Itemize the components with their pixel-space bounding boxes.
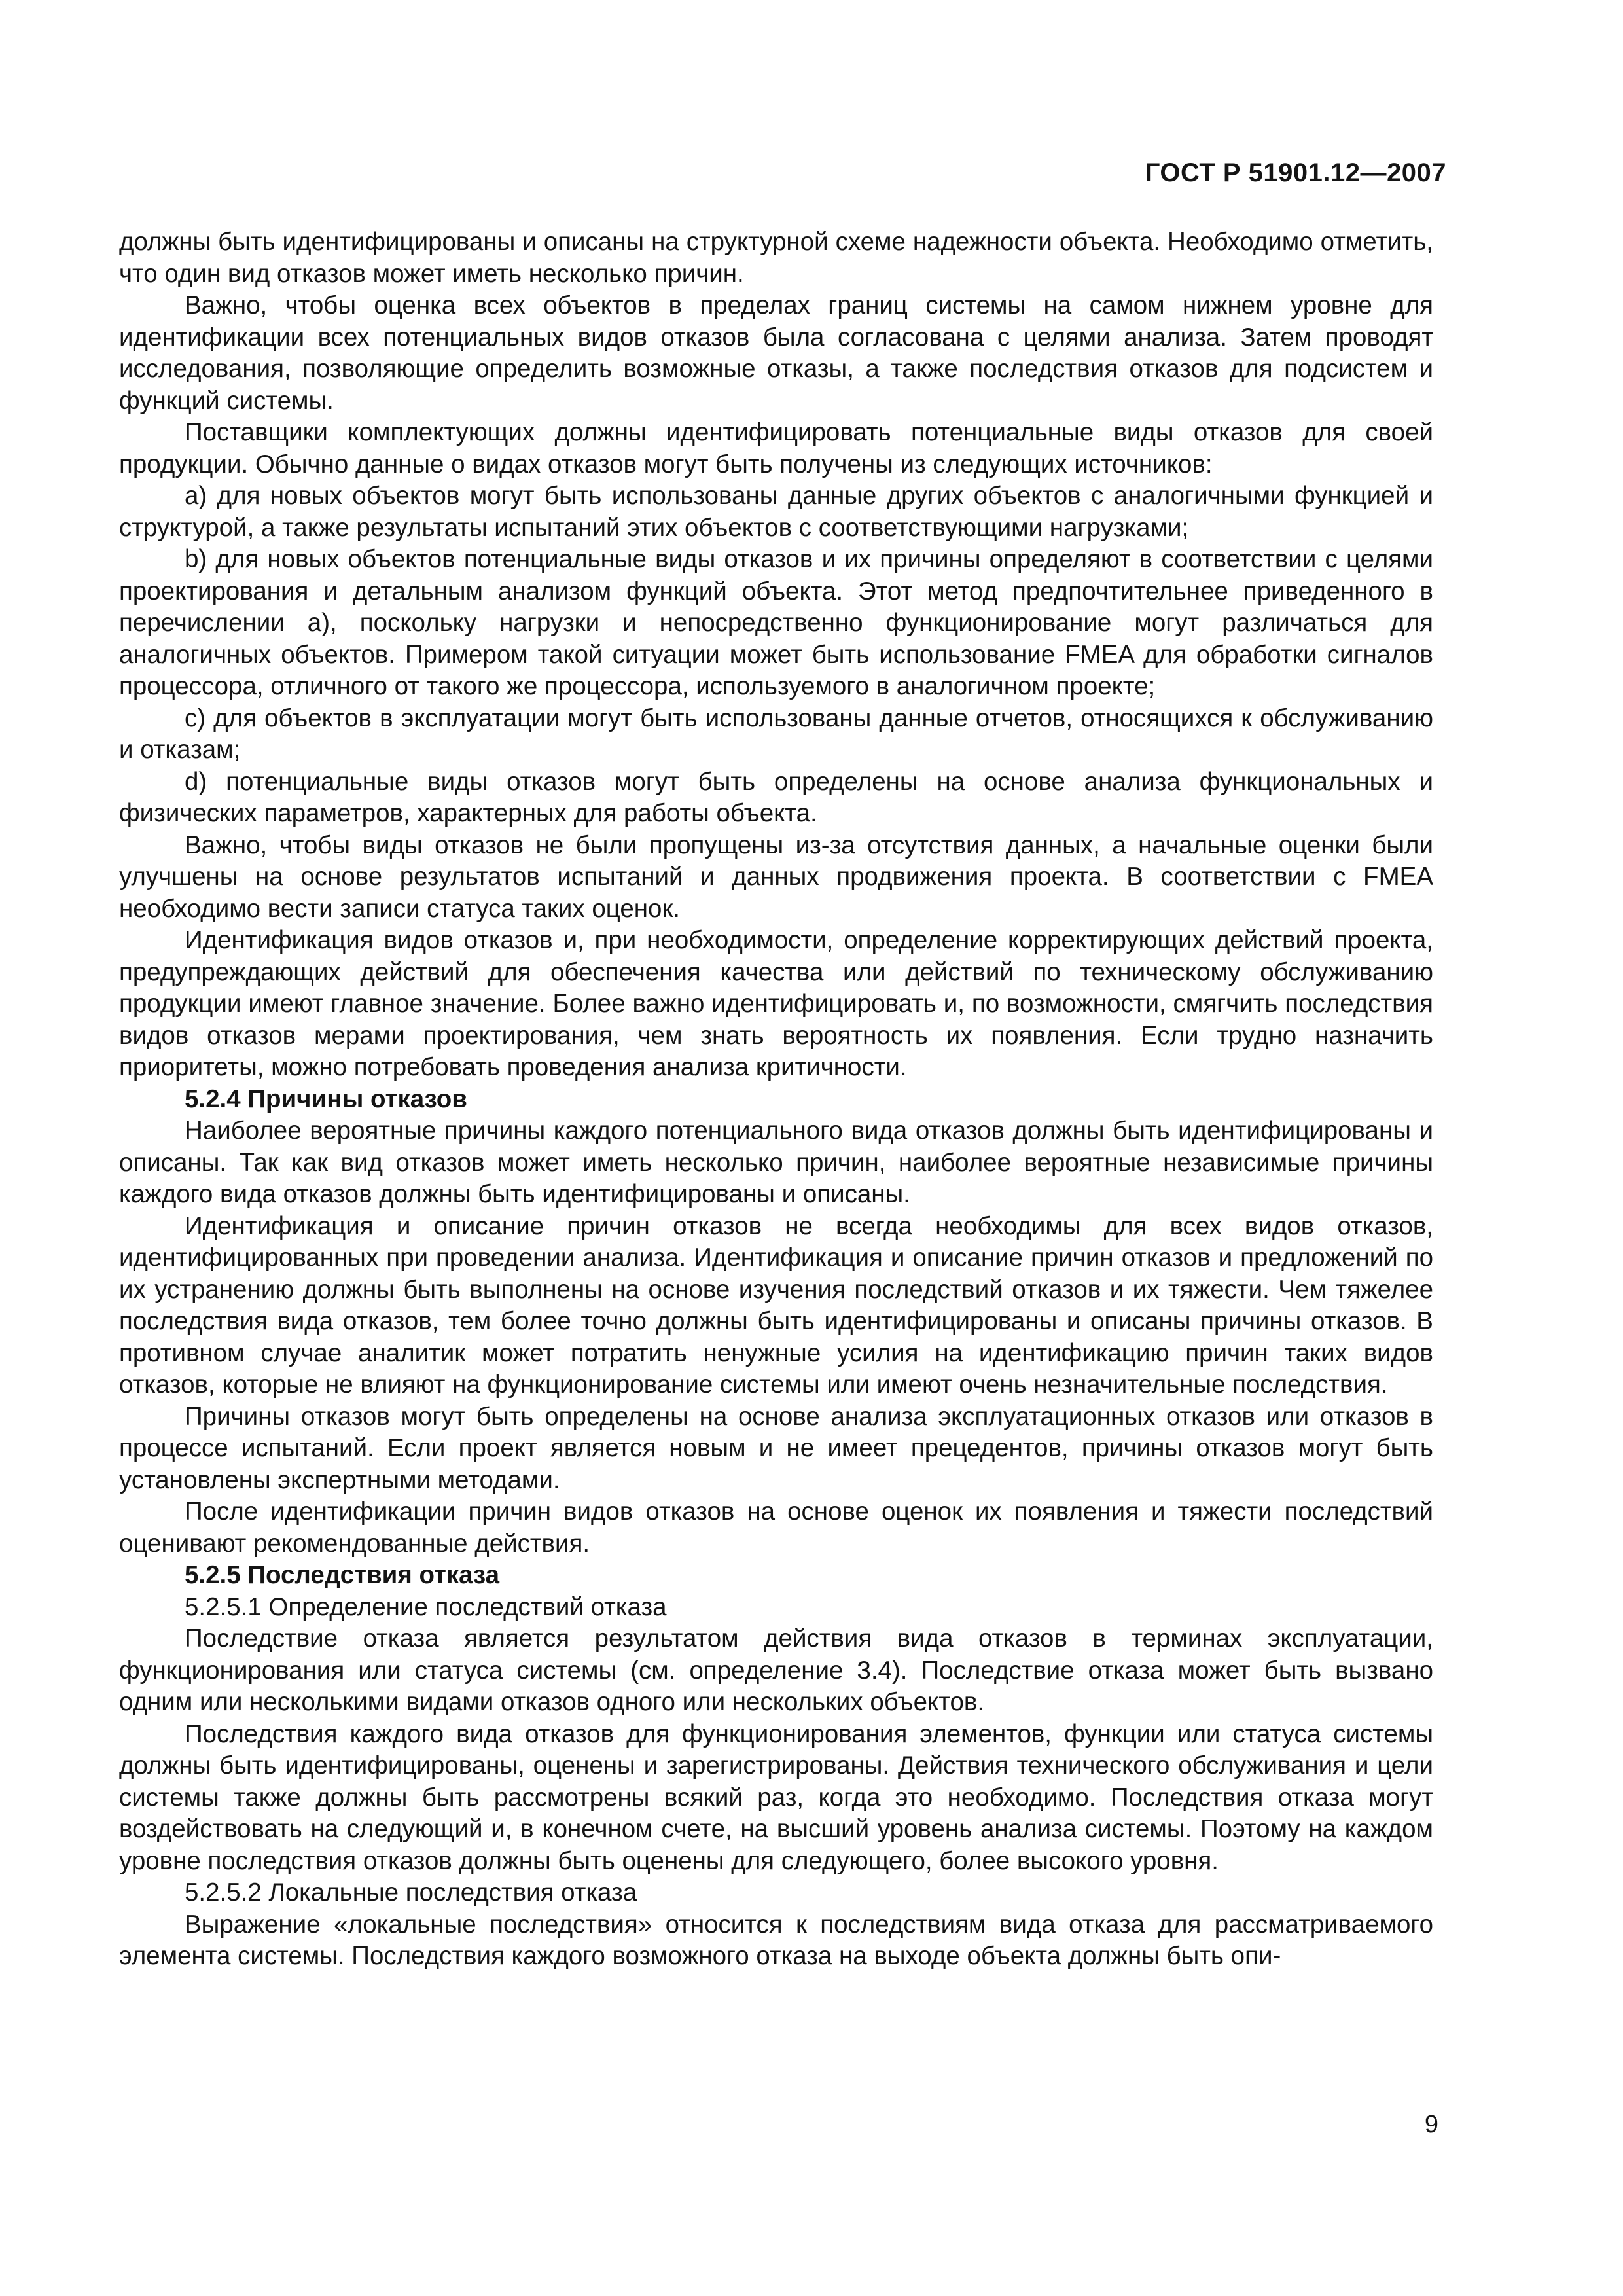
paragraph-continuation: должны быть идентифицированы и описаны на структурной схеме надежности объекта. Необходимо отметить, что один вид отказов может иметь несколько причин.: [119, 228, 1433, 288]
section-heading-5-2-5: 5.2.5 Последствия отказа: [185, 1561, 500, 1589]
paragraph: Важно, чтобы оценка всех объектов в пределах границ системы на самом нижнем уровне для идентификации всех потенциальных видов отказов была согласована с целями анализа. Затем проводят исследования, позволяющие определить возможные отказы, а также последствия отказов для подсистем и функций системы.: [119, 291, 1433, 415]
page-number: 9: [1424, 2111, 1438, 2138]
paragraph: Причины отказов могут быть определены на основе анализа эксплуатационных отказов или отказов в процессе испытаний. Если проект является новым и не имеет прецедентов, причины отказов могут быть установлены экспертными методами.: [119, 1402, 1433, 1494]
paragraph: Поставщики комплектующих должны идентифицировать потенциальные виды отказов для своей продукции. Обычно данные о видах отказов могут быть получены из следующих источников:: [119, 418, 1433, 478]
paragraph: После идентификации причин видов отказов на основе оценок их появления и тяжести последствий оценивают рекомендованные действия.: [119, 1498, 1433, 1558]
list-item-b: b) для новых объектов потенциальные виды отказов и их причины определяют в соответствии с целями проектирования и детальным анализом функций объекта. Этот метод предпочтительнее приведенного в перечислении а), поскольку нагрузки и непосредственно функционирование могут различаться для аналогичных объектов. Примером такой ситуации может быть использование FMEA для обработки сигналов процессора, отличного от такого же процессора, используемого в аналогичном проекте;: [119, 545, 1433, 700]
subsection-heading-5-2-5-1: 5.2.5.1 Определение последствий отказа: [185, 1592, 667, 1621]
paragraph: Последствие отказа является результатом действия вида отказов в терминах эксплуатации, функционирования или статуса системы (см. определение 3.4). Последствие отказа может быть вызвано одним или несколькими видами отказов одного или нескольких объектов.: [119, 1624, 1433, 1716]
standard-header: ГОСТ Р 51901.12—2007: [1145, 158, 1446, 187]
paragraph: Важно, чтобы виды отказов не были пропущены из-за отсутствия данных, а начальные оценки были улучшены на основе результатов испытаний и данных продвижения проекта. В соответствии с FMEA необходимо вести записи статуса таких оценок.: [119, 831, 1433, 923]
paragraph: Идентификация и описание причин отказов не всегда необходимы для всех видов отказов, идентифицированных при проведении анализа. Идентификация и описание причин отказов и предложений по их устранению должны быть выполнены на основе изучения последствий отказов и их тяжести. Чем тяжелее последствия вида отказов, тем более точно должны быть идентифицированы и описаны причины отказов. В противном случае аналитик может потратить ненужные усилия на идентификацию причин таких видов отказов, которые не влияют на функционирование системы или имеют очень незначительные последствия.: [119, 1211, 1433, 1399]
document-body: [119, 226, 1433, 1973]
list-item-a: a) для новых объектов могут быть использованы данные других объектов с аналогичными функцией и структурой, а также результаты испытаний этих объектов с соответствующими нагрузками;: [119, 482, 1433, 542]
paragraph: Наиболее вероятные причины каждого потенциального вида отказов должны быть идентифицированы и описаны. Так как вид отказов может иметь несколько причин, наиболее вероятные независимые причины каждого вида отказов должны быть идентифицированы и описаны.: [119, 1117, 1433, 1208]
list-item-d: d) потенциальные виды отказов могут быть определены на основе анализа функциональных и физических параметров, характерных для работы объекта.: [119, 767, 1433, 827]
section-heading-5-2-4: 5.2.4 Причины отказов: [185, 1085, 467, 1113]
paragraph: Выражение «локальные последствия» относится к последствиям вида отказа для рассматриваемого элемента системы. Последствия каждого возможного отказа на выходе объекта должны быть опи-: [119, 1910, 1433, 1970]
paragraph: Идентификация видов отказов и, при необходимости, определение корректирующих действий проекта, предупреждающих действий для обеспечения качества или действий по техническому обслуживанию продукции имеют главное значение. Более важно идентифицировать и, по возможности, смягчить последствия видов отказов мерами проектирования, чем знать вероятность их появления. Если трудно назначить приоритеты, можно потребовать проведения анализа критичности.: [119, 926, 1433, 1081]
list-item-c: c) для объектов в эксплуатации могут быть использованы данные отчетов, относящихся к обслуживанию и отказам;: [119, 704, 1433, 764]
paragraph: Последствия каждого вида отказов для функционирования элементов, функции или статуса системы должны быть идентифицированы, оценены и зарегистрированы. Действия технического обслуживания и цели системы также должны быть рассмотрены всякий раз, когда это необходимо. Последствия отказа могут воздействовать на следующий и, в конечном счете, на высший уровень анализа системы. Поэтому на каждом уровне последствия отказов должны быть оценены для следующего, более высокого уровня.: [119, 1719, 1433, 1875]
subsection-heading-5-2-5-2: 5.2.5.2 Локальные последствия отказа: [185, 1878, 637, 1907]
